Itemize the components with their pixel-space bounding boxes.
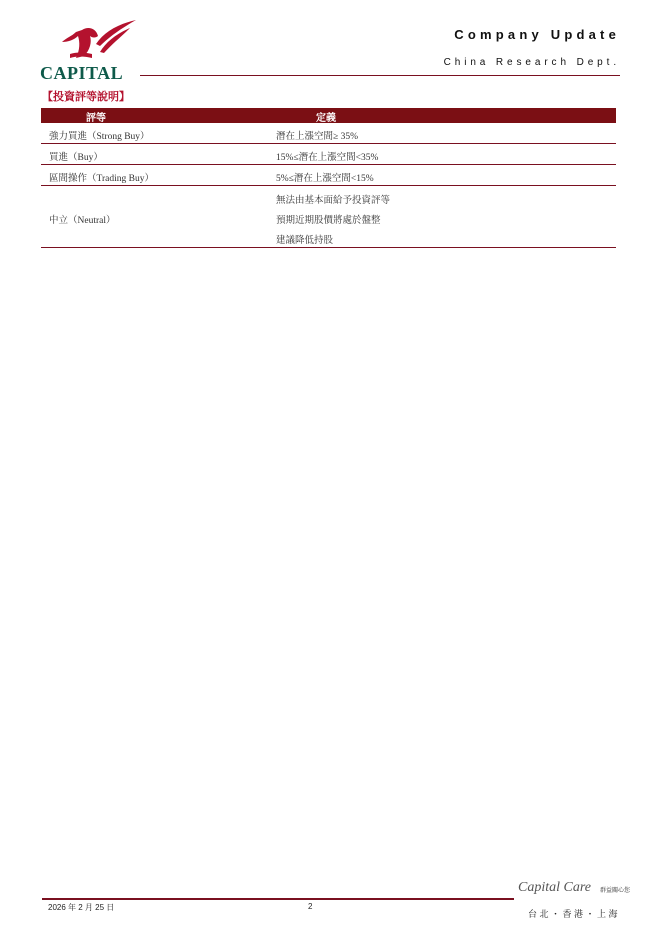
- header-title: Company Update: [454, 27, 620, 42]
- column-header-rating: 評等: [86, 113, 106, 124]
- definition-line: 預期近期股價將處於盤整: [276, 216, 381, 226]
- page-number: 2: [308, 902, 313, 911]
- footer-date: 2026 年 2 月 25 日: [48, 903, 115, 912]
- definition-line: 無法由基本面給予投資評等: [276, 196, 391, 206]
- rating-cell: 強力買進（Strong Buy）: [49, 132, 150, 142]
- header-divider: [140, 75, 620, 76]
- header-subtitle: China Research Dept.: [443, 57, 620, 68]
- table-row: [41, 144, 616, 165]
- rating-cell: 中立（Neutral）: [49, 216, 116, 226]
- table-row: [41, 165, 616, 186]
- definition-cell: [276, 192, 390, 252]
- table-row: [41, 123, 616, 144]
- definition-line: 建議降低持股: [276, 236, 334, 246]
- column-header-definition: 定義: [316, 113, 336, 124]
- table-header: [41, 108, 616, 123]
- table-row: [41, 186, 616, 248]
- capital-care-tagline: 群益關心您: [600, 888, 631, 894]
- footer-divider: [42, 898, 514, 900]
- definition-cell: 15%≤潛在上漲空間<35%: [276, 153, 379, 163]
- office-cities: 台北・香港・上海: [527, 909, 620, 919]
- definition-cell: 潛在上漲空間≥ 35%: [276, 132, 359, 142]
- eagle-logo-icon: [52, 18, 136, 64]
- section-heading: 【投資評等說明】: [42, 91, 130, 103]
- definition-cell: 5%≤潛在上漲空間<15%: [276, 174, 374, 184]
- rating-cell: 買進（Buy）: [49, 153, 103, 163]
- rating-definition-table: [41, 108, 616, 248]
- rating-cell: 區間操作（Trading Buy）: [49, 174, 154, 184]
- logo-wordmark: CAPITAL: [40, 63, 124, 83]
- company-logo: [40, 18, 144, 83]
- capital-care-logo: Capital Care: [518, 880, 591, 895]
